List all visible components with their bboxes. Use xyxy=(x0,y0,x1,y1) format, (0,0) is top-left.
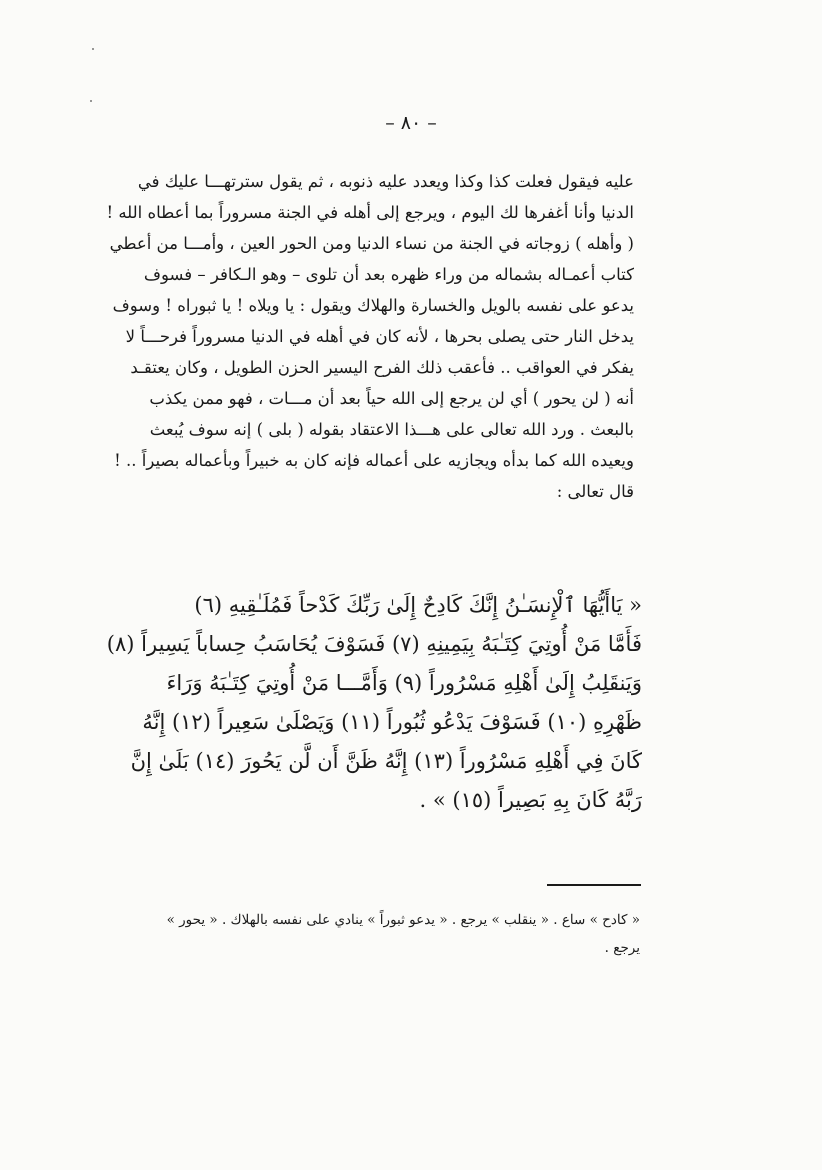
page-number: – ٨٠ – xyxy=(385,112,437,134)
text-line: يفكر في العواقب .. فأعقب ذلك الفرح اليسير الحزن الطويل ، وكان يعتقـد xyxy=(130,358,634,377)
scan-speck xyxy=(90,100,92,102)
verse-line: « يَاأَيُّهَا ٱلْإِنسَـٰنُ إِنَّكَ كَادِحٌ إِلَىٰ رَبِّكَ كَدْحاً فَمُلَـٰقِيهِ (٦) xyxy=(194,593,642,617)
scan-speck xyxy=(92,48,94,50)
text-line: ويعيده الله كما بدأه ويجازيه على أعماله فإنه كان به خبيراً وبأعماله بصيراً .. ! xyxy=(114,451,634,470)
quran-verses xyxy=(106,586,642,820)
verse-line: وَيَنقَلِبُ إِلَىٰ أَهْلِهِ مَسْرُوراً (٩) وَأَمَّـــا مَنْ أُوتِيَ كِتَـٰبَهُ وَرَاءَ xyxy=(166,671,642,695)
verse-line: رَبَّهُ كَانَ بِهِ بَصِيراً (١٥) » . xyxy=(419,788,642,812)
body-paragraph xyxy=(106,166,634,507)
text-line: الدنيا وأنا أغفرها لك اليوم ، ويرجع إلى أهله في الجنة مسروراً بما أعطاه الله ! xyxy=(106,203,634,222)
text-line: يدعو على نفسه بالويل والخسارة والهلاك ويقول : يا ويلاه ! يا ثبوراه ! وسوف xyxy=(112,296,634,315)
text-line: يدخل النار حتى يصلى بحرها ، لأنه كان في أهله في الدنيا مسروراً فرحـــاً لا xyxy=(125,327,634,346)
footnote-divider xyxy=(547,884,641,886)
text-line: أنه ( لن يحور ) أي لن يرجع إلى الله حياً بعد أن مـــات ، فهو ممن يكذب xyxy=(149,389,634,408)
footnote-line: يرجع . xyxy=(604,940,640,956)
verse-line: كَانَ فِي أَهْلِهِ مَسْرُوراً (١٣) إِنَّهُ ظَنَّ أَن لَّن يَحُورَ (١٤) بَلَىٰ إِنَّ xyxy=(130,749,642,773)
text-line: ( وأهله ) زوجاته في الجنة من نساء الدنيا ومن الحور العين ، وأمـــا من أعطي xyxy=(109,234,634,253)
verse-line: فَأَمَّا مَنْ أُوتِيَ كِتَـٰبَهُ بِيَمِينِهِ (٧) فَسَوْفَ يُحَاسَبُ حِساباً يَسِيراً (٨) xyxy=(106,632,642,656)
footnote-line: « كادح » ساع . « ينقلب » يرجع . « يدعو ثبوراً » ينادي على نفسه بالهلاك . « يحور » xyxy=(166,912,640,928)
text-line: قال تعالى : xyxy=(556,482,634,501)
verse-line: ظَهْرِهِ (١٠) فَسَوْفَ يَدْعُو ثُبُوراً (١١) وَيَصْلَىٰ سَعِيراً (١٢) إِنَّهُ xyxy=(142,710,642,734)
footnotes xyxy=(166,906,640,962)
text-line: عليه فيقول فعلت كذا وكذا ويعدد عليه ذنوبه ، ثم يقول سترتهـــا عليك في xyxy=(137,172,634,191)
text-line: كتاب أعمـاله بشماله من وراء ظهره بعد أن تلوى – وهو الـكافر – فسوف xyxy=(143,265,634,284)
text-line: بالبعث . ورد الله تعالى على هـــذا الاعتقاد بقوله ( بلى ) إنه سوف يُبعث xyxy=(149,420,634,439)
